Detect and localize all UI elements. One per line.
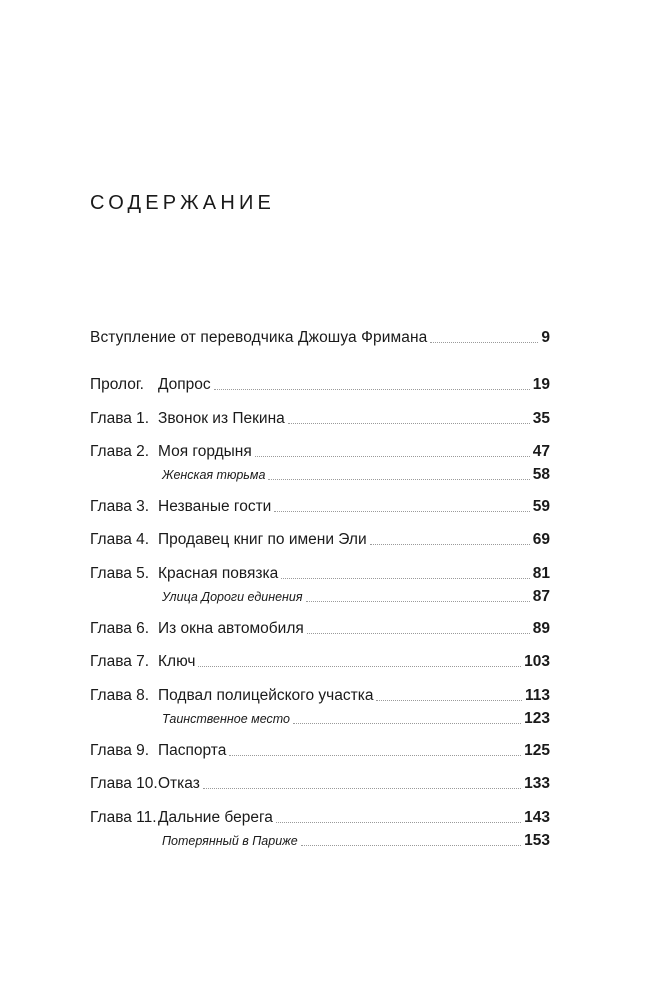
leader-dots: [288, 422, 530, 424]
toc-entry-title: Улица Дороги единения: [162, 590, 303, 604]
toc-entry-subsection[interactable]: [90, 465, 550, 485]
toc-entry-intro[interactable]: [90, 328, 550, 348]
leader-dots: [376, 699, 522, 701]
toc-entry-prefix: Глава 8.: [90, 687, 150, 704]
toc-entry-prefix: Глава 3.: [90, 498, 150, 515]
leader-dots: [229, 754, 521, 756]
toc-entry-chapter-5[interactable]: [90, 564, 550, 584]
toc-entry-page: 58: [532, 466, 550, 483]
toc-entry-title: Вступление от переводчика Джошуа Фримана: [90, 329, 428, 346]
leader-dots: [268, 478, 529, 480]
toc-entry-chapter-8[interactable]: [90, 686, 550, 706]
toc-entry-page: 103: [524, 653, 550, 670]
toc-entry-title: Потерянный в Париже: [162, 834, 298, 848]
leader-dots: [370, 543, 530, 545]
toc-entry-title: Женская тюрьма: [162, 468, 266, 482]
toc-entry-prefix: Глава 2.: [90, 443, 150, 460]
leader-dots: [276, 821, 521, 823]
toc-entry-prefix: Глава 10.: [90, 775, 158, 792]
toc-entry-prefix: Глава 9.: [90, 742, 150, 759]
toc-entry-page: 47: [532, 443, 550, 460]
toc-entry-page: 19: [532, 376, 550, 393]
toc-entry-title: Подвал полицейского участка: [158, 687, 374, 704]
toc-entry-title: Допрос: [158, 376, 211, 393]
toc-entry-title: Моя гордыня: [158, 443, 252, 460]
toc-entry-page: 89: [532, 620, 550, 637]
toc-entry-prefix: Глава 4.: [90, 531, 150, 548]
toc-entry-title: Таинственное место: [162, 712, 290, 726]
toc-entry-page: 35: [532, 410, 550, 427]
toc-entry-page: 133: [524, 775, 550, 792]
leader-dots: [281, 577, 530, 579]
toc-entry-page: 69: [532, 531, 550, 548]
leader-dots: [430, 341, 538, 343]
toc-entry-title: Красная повязка: [158, 565, 279, 582]
toc-entry-title: Дальние берега: [158, 809, 273, 826]
toc-entry-page: 123: [524, 710, 550, 727]
toc-entry-chapter-9[interactable]: [90, 741, 550, 761]
toc-entry-title: Звонок из Пекина: [158, 410, 285, 427]
toc-entry-page: 153: [524, 832, 550, 849]
toc-entry-title: Продавец книг по имени Эли: [158, 531, 367, 548]
toc-entry-title: Ключ: [158, 653, 196, 670]
toc-entry-prefix: Пролог.: [90, 376, 144, 393]
toc-entry-chapter-10[interactable]: [90, 774, 550, 794]
toc-entry-page: 113: [524, 687, 550, 704]
toc-entry-page: 143: [524, 809, 550, 826]
toc-entry-prefix: Глава 5.: [90, 565, 150, 582]
toc-entry-title: Незваные гости: [158, 498, 272, 515]
toc-entry-chapter-3[interactable]: [90, 497, 550, 517]
toc-entry-subsection[interactable]: [90, 709, 550, 729]
toc-entry-page: 59: [532, 498, 550, 515]
leader-dots: [203, 787, 521, 789]
leader-dots: [307, 632, 530, 634]
toc-entry-page: 81: [532, 565, 550, 582]
leader-dots: [214, 388, 530, 390]
leader-dots: [301, 844, 521, 846]
page-title: СОДЕРЖАНИЕ: [90, 192, 276, 214]
toc-entry-chapter-2[interactable]: [90, 442, 550, 462]
toc-entry-chapter-4[interactable]: [90, 530, 550, 550]
toc-entry-subsection[interactable]: [90, 831, 550, 851]
toc-entry-subsection[interactable]: [90, 587, 550, 607]
toc-entry-chapter-6[interactable]: [90, 619, 550, 639]
toc-entry-page: 125: [524, 742, 550, 759]
toc-entry-title: Отказ: [158, 775, 200, 792]
toc-entry-page: 87: [532, 588, 550, 605]
toc-entry-prefix: Глава 7.: [90, 653, 150, 670]
toc-entry-title: Из окна автомобиля: [158, 620, 304, 637]
toc-entry-chapter-1[interactable]: [90, 409, 550, 429]
toc-entry-prefix: Глава 11.: [90, 809, 157, 826]
leader-dots: [306, 600, 530, 602]
toc-entry-prefix: Глава 1.: [90, 410, 150, 427]
toc-entry-prologue[interactable]: [90, 375, 550, 395]
leader-dots: [255, 455, 530, 457]
toc-entry-title: Паспорта: [158, 742, 227, 759]
leader-dots: [274, 510, 529, 512]
toc-entry-page: 9: [541, 329, 550, 346]
toc-entry-chapter-7[interactable]: [90, 652, 550, 672]
leader-dots: [198, 665, 521, 667]
toc-entry-chapter-11[interactable]: [90, 808, 550, 828]
leader-dots: [293, 722, 521, 724]
toc-entry-prefix: Глава 6.: [90, 620, 150, 637]
